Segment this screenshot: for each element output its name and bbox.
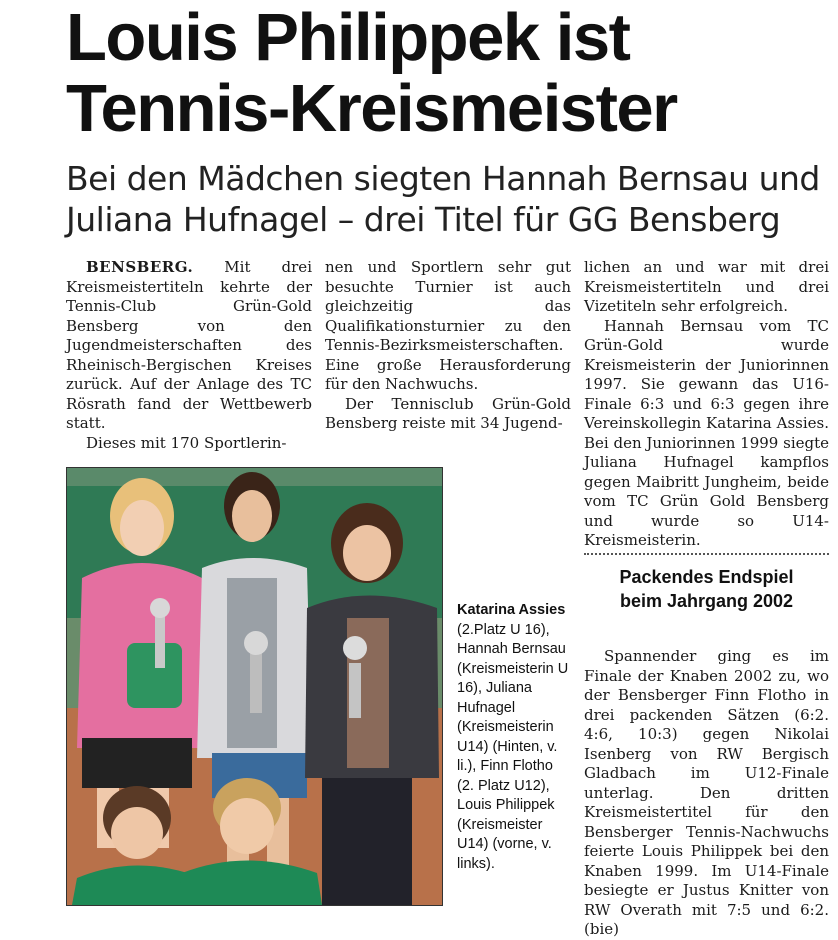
headline: [66, 2, 826, 144]
article-paragraph-4: Hannah Bernsau vom TC Grün-Gold wurde Kreismeisterin der Juniorinnen 1997. Sie gewann das U16-Finale 6:3 und 6:3 gegen ihre Vereinskollegin Katarina Assies. Bei den Juniorinnen 1999 siegte Juliana Hufnagel kampflos gegen Maibritt Jungheim, beide vom TC Grün Gold Bensberg und wurde so U14-Kreismeisterin.: [584, 316, 829, 549]
box-paragraph: Spannender ging es im Finale der Knaben 2002 zu, wo der Bensberger Finn Flotho in drei packenden Sätzen (6:2. 4:6, 10:3) gegen Nikolai Isenberg von RW Bergisch Gladbach im U12-Finale unterlag. Den dritten Kreismeistertitel für den Bensberger Tennis-Nachwuchs feierte Louis Philippek bei den Knaben 1999. Im U14-Finale besiegte er Justus Knitter von RW Overath mit 7:5 und 6:2. (bie): [584, 647, 829, 938]
subheadline-line-2: Juliana Hufnagel – drei Titel für GG Bensberg: [66, 200, 781, 239]
article-paragraph-1: BENSBERG. Mit drei Kreismeistertiteln kehrte der Tennis-Club Grün-Gold Bensberg von den Jugendmeisterschaften des Rheinisch-Bergischen Kreises zurück. Auf der Anlage des TC Rösrath fand der Wettbewerb statt.: [66, 258, 312, 432]
subheadline: [66, 158, 836, 240]
caption-text: (2.Platz U 16), Hannah Bernsau (Kreismeisterin U 16), Juliana Hufnagel (Kreismeisterin U14) (Hinten, v. li.), Finn Flotho (2. Platz U12), Louis Philippek (Kreismeister U14) (vorne, v. links).: [457, 621, 569, 872]
subheadline-line-1: Bei den Mädchen siegten Hannah Bernsau und: [66, 159, 820, 198]
article-column-3: [584, 258, 829, 551]
article-column-2: [325, 258, 571, 434]
article-paragraph-3-start: Der Tennisclub Grün-Gold Bensberg reiste mit 34 Jugend-: [325, 394, 571, 432]
article-paragraph-2-start: Dieses mit 170 Sportlerin-: [86, 433, 287, 452]
photo-caption: [457, 601, 572, 874]
article-column-1: [66, 258, 312, 453]
dotted-divider: [584, 553, 829, 555]
dateline: BENSBERG.: [86, 258, 194, 276]
headline-line-1: Louis Philippek ist: [66, 0, 630, 75]
team-photo-illustration: [67, 468, 442, 905]
caption-name: Katarina Assies: [457, 602, 566, 618]
article-paragraph-2-end: nen und Sportlern sehr gut besuchte Turnier ist auch gleichzeitig das Qualifikationsturnier zu den Tennis-Bezirksmeisterschaften. Eine große Herausforderung für den Nachwuchs.: [325, 258, 571, 393]
headline-line-2: Tennis-Kreismeister: [66, 71, 677, 146]
box-column: [584, 647, 829, 940]
article-paragraph-3-end: lichen an und war mit drei Kreismeistertiteln und drei Vizetiteln sehr erfolgreich.: [584, 258, 829, 315]
box-heading: Packendes Endspiel beim Jahrgang 2002: [619, 567, 794, 611]
team-photo: [66, 467, 443, 906]
